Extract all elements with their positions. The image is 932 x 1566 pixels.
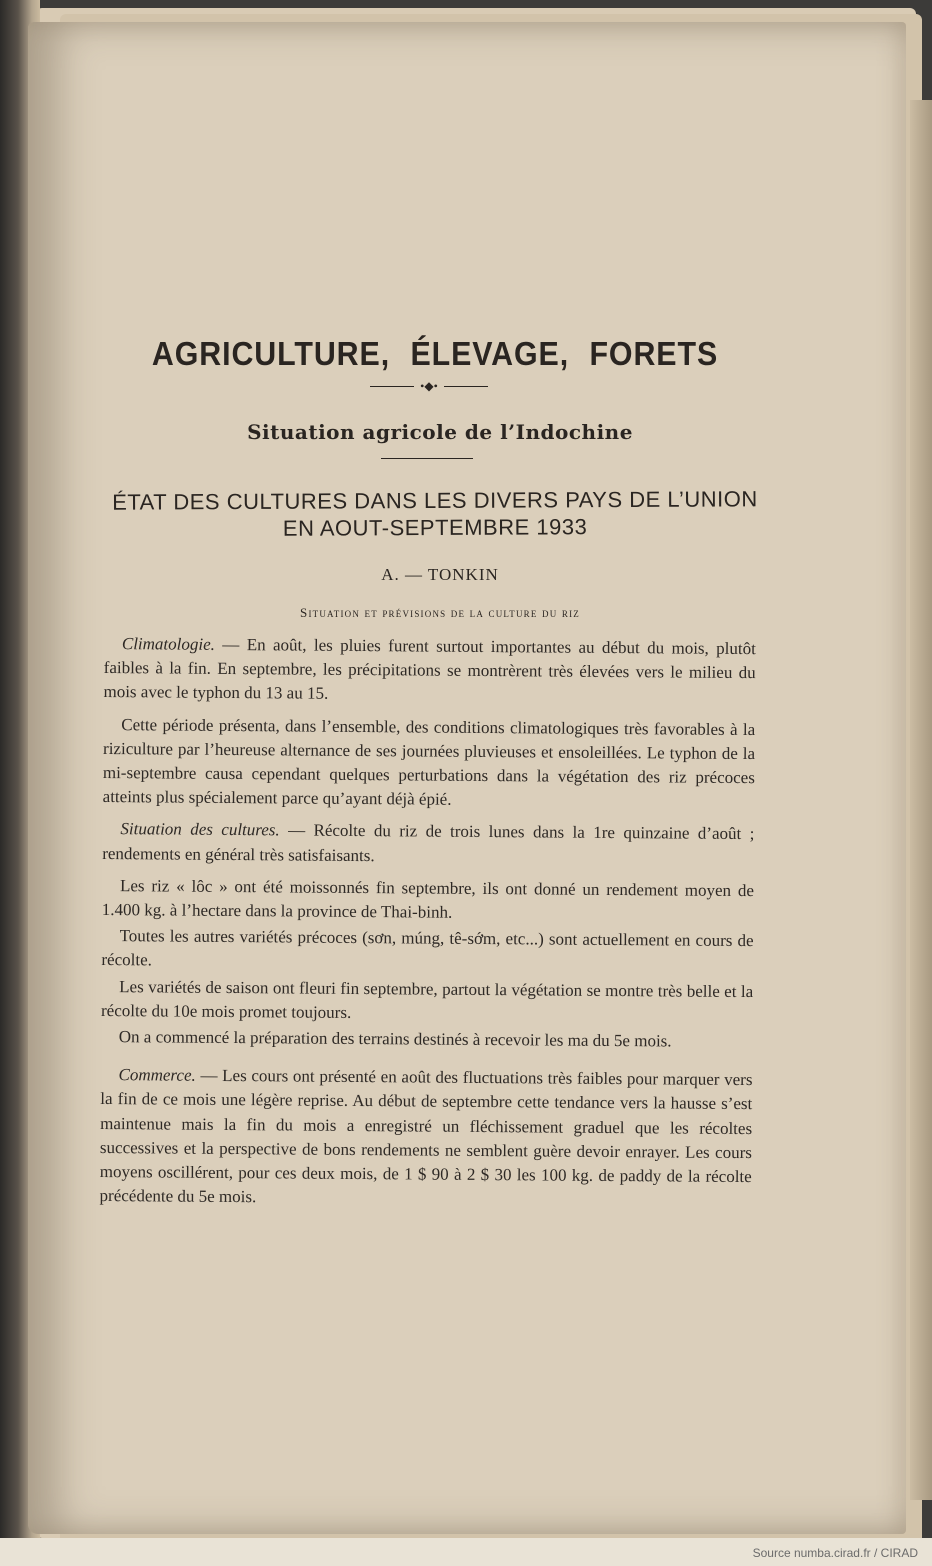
source-credit: Source numba.cirad.fr / CIRAD — [752, 1546, 918, 1560]
paragraph-text: Toutes les autres variétés précoces (sơn, múng, tê-sớm, etc...) sont actuellement en cours de récolte. — [101, 926, 754, 970]
section-heading — [105, 485, 765, 542]
heading-line-2: EN AOUT-SEPTEMBRE 1933 — [282, 514, 588, 541]
paragraph — [103, 713, 756, 815]
paragraph — [101, 1025, 753, 1054]
paragraph-lead: Climatologie. — [121, 634, 216, 654]
region-heading: A. — TONKIN — [381, 565, 499, 584]
paragraph-text: Les riz « lôc » ont été moissonnés fin septembre, ils ont donné un rendement moyen de 1.400 kg. à l’hectare dans la province de Thai-binh. — [101, 875, 755, 922]
divider-rule — [381, 458, 473, 459]
paragraph-text: Les variétés de saison ont fleuri fin septembre, partout la végétation se montre très belle et la récolte du 10e mois promet toujours. — [100, 976, 754, 1022]
paragraph-text: On a commencé la préparation des terrains destinés à recevoir les ma du 5e mois. — [118, 1027, 672, 1051]
page-edges — [910, 100, 932, 1500]
paragraph-text: — Récolte du riz de trois lunes dans la 1re quinzaine d’août ; rendements en général très satisfaisants. — [102, 820, 755, 865]
heading-line-1: ÉTAT DES CULTURES DANS LES DIVERS PAYS DE L’UNION — [112, 486, 758, 515]
paragraph — [102, 817, 754, 871]
paragraph — [99, 1063, 752, 1213]
page-title: AGRICULTURE, ÉLEVAGE, FORETS — [151, 335, 719, 372]
body-text — [99, 632, 756, 1222]
paragraph — [101, 975, 753, 1029]
paragraph-lead: Commerce. — [118, 1065, 196, 1085]
paragraph-text: — Les cours ont présenté en août des fluctuations très faibles pour marquer vers la fin de ce mois une légère reprise. Au début de septembre cette tendance vers la hausse s’est maintenue mais la fin du mois a enregistré un fléchissement graduel que les récoltes successives et la perspective de bons rendements ne semblent guère devoir enrayer. Les cours moyens oscillérent, pour ces deux mois, de 1 $ 90 à 2 $ 30 les 100 kg. de paddy de la récolte précédente du 5e mois. — [99, 1065, 753, 1207]
paragraph-lead: Situation des cultures. — [120, 819, 280, 840]
subtitle: Situation agricole de l’Indochine — [247, 420, 633, 444]
paragraph — [101, 924, 753, 978]
paragraph — [102, 874, 754, 928]
ornament-divider: •◆• — [370, 376, 488, 396]
paragraph — [103, 632, 756, 710]
subsection-heading: Situation et prévisions de la culture du riz — [300, 605, 580, 620]
paragraph-text: — En août, les pluies furent surtout importantes au début du mois, plutôt faibles à la fin. En septembre, les précipitations se montrèrent très élevées vers le milieu du mois avec le typhon du 13 au 15. — [103, 634, 756, 704]
paragraph-text: Cette période présenta, dans l’ensemble, des conditions climatologiques très favorables à la riziculture par l’heureuse alternance de ses journées pluvieuses et ensoleillées. Le typhon de la mi-septembre causa cependant quelques perturbations dans la végétation des riz précoces atteints plus spécialement parce qu’ayant déjà épié. — [102, 714, 756, 809]
